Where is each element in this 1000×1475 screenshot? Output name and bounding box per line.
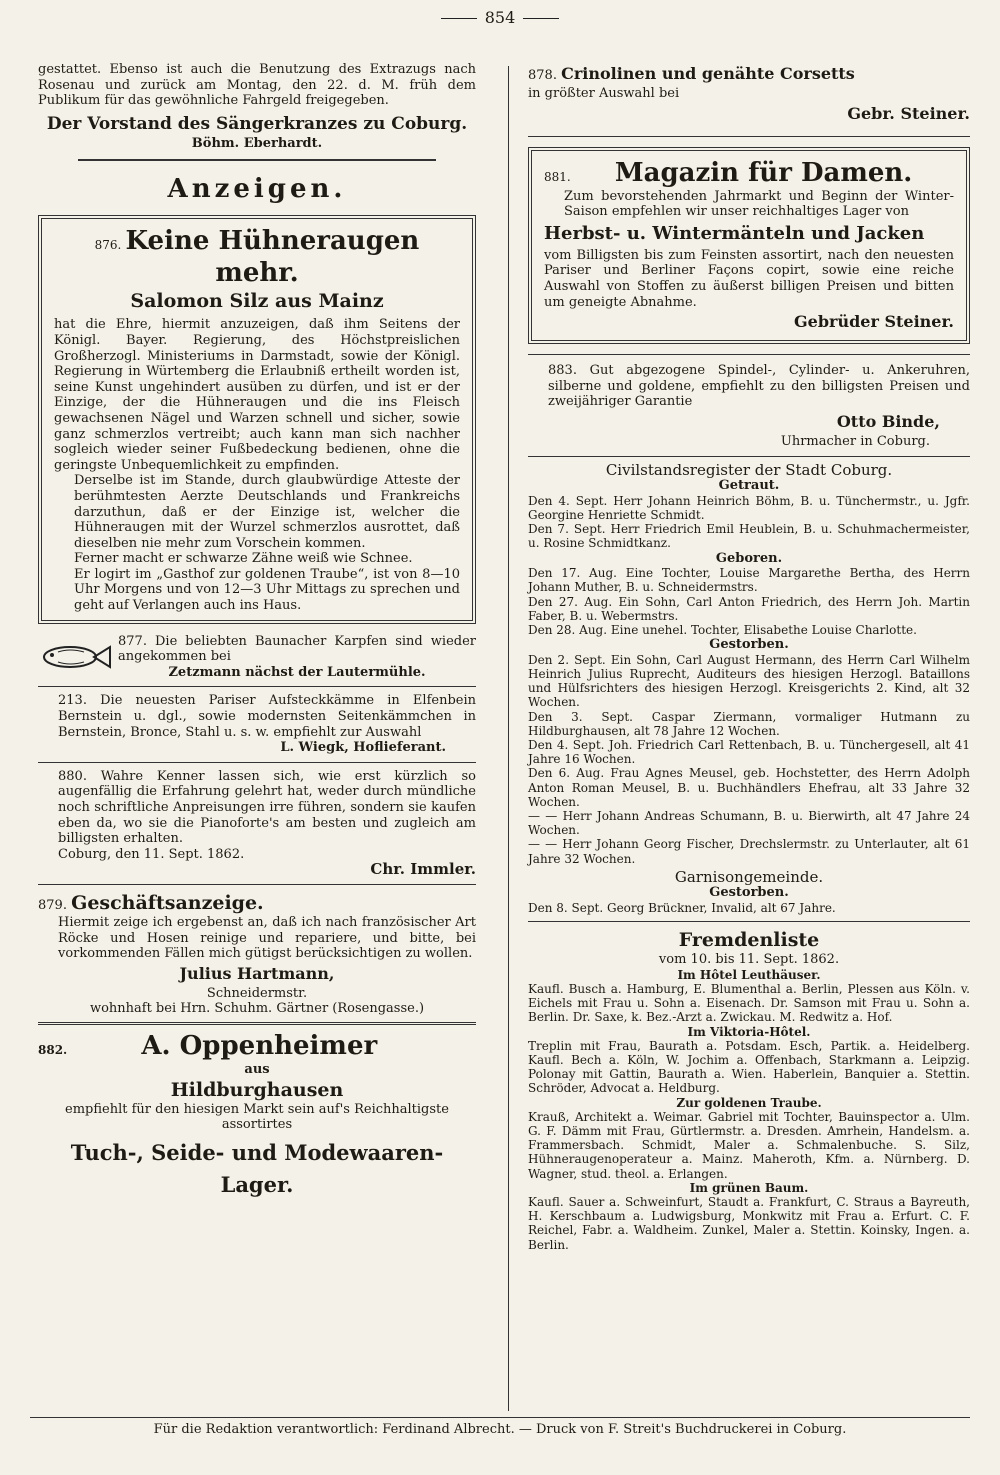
list-item: Den 6. Aug. Frau Agnes Meusel, geb. Hochstetter, des Herrn Adolph Anton Roman Meusel, B. u. Buchhändlers Ehefrau, alt 33 Jahre 32 Wochen. [528, 766, 970, 809]
ad-213-text [38, 693, 476, 740]
gestorben-list [528, 653, 970, 866]
divider [38, 884, 476, 885]
ad-880-date: Coburg, den 11. Sept. 1862. [58, 846, 245, 862]
ad-883-signature: Otto Binde, [836, 411, 940, 431]
intro-text: gestattet. Ebenso ist auch die Benutzung des Extrazugs nach Rosenau und zurück am Montag, den 22. d. M. früh dem Publikum für das gewöhnliche Fahrgeld freigegeben. [38, 62, 476, 109]
page-footer [0, 1422, 1000, 1438]
list-item: Den 3. Sept. Caspar Ziermann, vormaliger Hutmann zu Hildburghausen, alt 78 Jahre 12 Wochen. [528, 709, 970, 738]
ad-877 [38, 634, 476, 681]
ad-876-paragraph-4: Er logirt im „Gasthof zur goldenen Traube“, ist von 8—10 Uhr Morgens und von 12—3 Uhr Mittags zu sprechen und geht auf Verlangen auch ins Haus. [74, 566, 460, 614]
divider [528, 354, 970, 355]
hotel-guests: Kaufl. Busch a. Hamburg, E. Blumenthal a. Berlin, Plessen aus Köln. v. Eichels mit Frau u. Sohn a. Eisenach. Dr. Samson mit Frau u. Sohn a. Berlin. Dr. Saxe, k. Bez.-Arzt a. Zwickau. M. Redwitz a. Hof. [528, 981, 970, 1025]
ad-877-text [118, 634, 476, 665]
ad-876-heading [54, 225, 460, 289]
guest-list-dates: vom 10. bis 11. Sept. 1862. [658, 952, 840, 968]
ad-882-town: Hildburghausen [170, 1078, 344, 1101]
ad-878-heading [528, 62, 970, 86]
ad-881-mid: Herbst- u. Wintermänteln und Jacken [544, 222, 925, 244]
ad-878-title: Crinolinen und genähte Corsetts [561, 64, 855, 83]
ad-876-paragraph-2: Derselbe ist im Stande, durch glaubwürdige Atteste der berühmtesten Aerzte Deutschlands und Frankreichs darzuthun, daß er der Einzige ist, welcher die Hühneraugen mit der Wurzel schmerzlos ausrottet, daß dieselben nie mehr zum Vorschein kommen. [74, 473, 460, 551]
list-item: Den 17. Aug. Eine Tochter, Louise Margarethe Bertha, des Herrn Johann Muther, B. u. Schneidermstrs. [528, 566, 970, 595]
list-item: — — Herr Johann Andreas Schumann, B. u. Bierwirth, alt 47 Jahre 24 Wochen. [528, 808, 970, 838]
hotel-guests: Kaufl. Sauer a. Schweinfurt, Staudt a. Frankfurt, C. Straus a Bayreuth, H. Kerschbaum a. Ludwigsburg, Monkwitz mit Frau a. Erfurt. C. F. Reichel, Fabr. a. Waldheim. Zunkel, Maler a. Stettin. Koinsky, Ingen. a. Berlin. [528, 1195, 970, 1252]
divider [38, 762, 476, 763]
hotel-guests: Krauß, Architekt a. Weimar. Gabriel mit Tochter, Bauinspector a. Ulm. G. F. Dämm mit Frau, Gürtlermstr. a. Dresden. Amrhein, Handelsm. a. Frammersbach. Schmidt, Maler a. Schmalenbuche. S. Silz, Hühneraugenoperateur a. Mainz. Maheroth, Kfm. a. Nürnberg. D. Wagner, stud. theol. a. Erlangen. [528, 1109, 970, 1181]
ad-882-text: empfiehlt für den hiesigen Markt sein auf's Reichhaltigste assortirtes [65, 1101, 449, 1133]
heading-gestorben: Gestorben. [709, 637, 789, 653]
ad-number: 880. [58, 768, 87, 784]
divider [528, 456, 970, 457]
ad-876 [38, 215, 476, 623]
ad-882-heading [38, 1030, 476, 1062]
getraut-list [528, 494, 970, 551]
ad-213-body: Die neuesten Pariser Aufsteckkämme in Elfenbein Bernstein u. dgl., sowie modernsten Seitenkämmchen in Bernstein, Bronce, Stahl u. s. w. empfiehlt zur Auswahl [58, 693, 476, 740]
page-number: 854 [484, 8, 516, 27]
ad-882-title: A. Oppenheimer [141, 1030, 378, 1061]
ad-881-title: Magazin für Damen. [614, 157, 913, 188]
ad-number: 876. [94, 238, 122, 253]
ad-881-signature: Gebrüder Steiner. [793, 312, 954, 332]
footer-rule [30, 1417, 970, 1418]
heading-gestorben-2: Gestorben. [709, 885, 789, 901]
ad-880-body: Wahre Kenner lassen sich, wie erst kürzlich so augenfällig die Erfahrung gelehrt hat, weder durch mündliche noch schriftliche Anpreisungen irre führen, sondern sie kaufen eben da, wo sie die Pianoforte's am besten und zugleich am billigsten erhalten. [58, 768, 476, 847]
ad-number: 883. [548, 363, 577, 379]
hotel-guests: Treplin mit Frau, Baurath a. Potsdam. Esch, Partik. a. Heidelberg. Kaufl. Bech a. Köln, W. Jochim a. Offenbach, Starkmann a. Leipzig. Polonay mit Gattin, Baurath a. Wien. Haberlein, Banquier a. Stettin. Schröder, Advocat a. Heldburg. [528, 1038, 970, 1096]
ad-879-title-line: Schneidermstr. [206, 985, 308, 1001]
heading-getraut: Getraut. [718, 478, 780, 494]
fish-icon [38, 642, 112, 672]
header-dash-right [523, 18, 559, 19]
ad-number: 879. [38, 897, 67, 913]
list-item: Den 8. Sept. Georg Brückner, Invalid, alt 67 Jahre. [528, 900, 836, 915]
ad-881-heading [544, 157, 954, 189]
intro-signature: Der Vorstand des Sängerkranzes zu Coburg. [46, 113, 468, 134]
ad-879-heading [38, 891, 476, 915]
list-item: Den 4. Sept. Herr Johann Heinrich Böhm, B. u. Tünchermstr., u. Jgfr. Georgine Henriette Schmidt. [528, 493, 970, 522]
ad-number: 213. [58, 693, 87, 709]
divider [528, 921, 970, 922]
list-item: Den 4. Sept. Joh. Friedrich Carl Rettenbach, B. u. Tünchergesell, alt 41 Jahre 16 Wochen. [528, 737, 970, 767]
list-item: Den 28. Aug. Eine unehel. Tochter, Elisabethe Louise Charlotte. [528, 622, 917, 637]
ad-878-signature: Gebr. Steiner. [847, 103, 970, 123]
ad-213-signature: L. Wiegk, Hoflieferant. [280, 740, 446, 756]
ad-879-text: Hiermit zeige ich ergebenst an, daß ich nach französischer Art Röcke und Hosen reinige und repariere, und bitte, bei vorkommenden Fällen mich gütigst berücksichtigen zu wollen. [58, 914, 476, 962]
ad-883-text [528, 363, 970, 410]
ad-881-paragraph-1: Zum bevorstehenden Jahrmarkt und Beginn der Winter-Saison empfehlen wir unser reichhaltiges Lager von [564, 188, 954, 220]
ad-number: 877. [118, 633, 147, 649]
ad-880-text [38, 769, 476, 847]
ad-877-body: Die beliebten Baunacher Karpfen sind wieder angekommen bei [118, 633, 476, 665]
hotel-heading: Im Hôtel Leuthäuser. [677, 967, 821, 982]
ad-883-body: Gut abgezogene Spindel-, Cylinder- u. Ankeruhren, silberne und goldene, empfiehlt zu den billigsten Preisen und zweijähriger Garantie [548, 363, 970, 410]
ad-879-address: wohnhaft bei Hrn. Schuhm. Gärtner (Rosengasse.) [89, 1001, 425, 1017]
hotel-heading: Im Viktoria-Hôtel. [687, 1024, 811, 1039]
ad-879-title: Geschäftsanzeige. [71, 891, 264, 914]
list-item: Den 2. Sept. Ein Sohn, Carl August Hermann, des Herrn Carl Wilhelm Heinrich Julius Ruprecht, Auditeurs des hiesigen Herzogl. Bataillons und Hülfsrichters des hiesigen Herzogl. Kreisgerichts 2. Kind, alt 32 Wochen. [528, 652, 970, 710]
ad-number: 882. [38, 1042, 68, 1057]
ad-876-paragraph-1: hat die Ehre, hiermit anzuzeigen, daß ihm Seitens der Königl. Bayer. Regierung, des Höchstpreislichen Großherzogl. Ministeriums in Darmstadt, sowie der Königl. Regierung in Würtemberg die Erlaubniß ertheilt worden ist, seine Kunst ungehindert ausüben zu dürfen, und ist er der Einzige, der die Hühneraugen und die ins Fleisch gewachsenen Nägel und Warzen schnell und sicher, sowie ganz schmerzlos vertreibt; auch kann man sich nachher sogleich wieder seiner Fußbedeckung bedienen, ohne die geringste Unbequemlichkeit zu empfinden. [54, 317, 460, 473]
ad-879-signature: Julius Hartmann, [179, 963, 335, 983]
divider [78, 159, 436, 161]
right-column [528, 62, 970, 1252]
list-item: — — Herr Johann Georg Fischer, Drechslermstr. zu Unterlauter, alt 61 Jahre 32 Wochen. [528, 837, 970, 866]
ad-877-signature: Zetzmann nächst der Lautermühle. [168, 664, 426, 680]
ad-number: 878. [528, 68, 557, 83]
page-number-header [0, 10, 1000, 26]
geboren-list [528, 566, 970, 637]
list-item: Den 27. Aug. Ein Sohn, Carl Anton Friedrich, des Herrn Joh. Martin Faber, B. u. Webermstrs. [528, 594, 970, 623]
hotel-heading: Zur goldenen Traube. [676, 1095, 822, 1110]
ad-881-paragraph-2: vom Billigsten bis zum Feinsten assortirt, nach den neuesten Pariser und Berliner Façons copirt, sowie eine reiche Auswahl von Stoffen zu äußerst billigen Preisen und bitten um geneigte Abnahme. [544, 247, 954, 310]
ad-876-name: Salomon Silz aus Mainz [130, 290, 384, 313]
ad-876-paragraph-3: Ferner macht er schwarze Zähne weiß wie Schnee. [74, 551, 413, 567]
ad-878-text: in größter Auswahl bei [528, 86, 680, 101]
divider [38, 686, 476, 687]
header-dash-left [441, 18, 477, 19]
ad-882-goods: Tuch-, Seide- und Modewaaren-Lager. [70, 1139, 444, 1197]
list-item: Den 7. Sept. Herr Friedrich Emil Heublein, B. u. Schuhmachermeister, u. Rosine Schmidtkanz. [528, 522, 970, 551]
ad-881 [528, 147, 970, 345]
left-column [38, 62, 476, 1201]
heading-geboren: Geboren. [715, 550, 783, 566]
guest-list-title: Fremdenliste [678, 929, 820, 952]
section-title: Anzeigen. [167, 174, 347, 205]
garrison-title: Garnisongemeinde. [674, 867, 824, 886]
civil-register-title: Civilstandsregister der Stadt Coburg. [605, 460, 893, 479]
divider [38, 1022, 476, 1025]
ad-880-signature: Chr. Immler. [370, 860, 476, 879]
ad-876-title: Keine Hühneraugen mehr. [125, 226, 420, 289]
intro-names: Böhm. Eberhardt. [191, 135, 323, 151]
divider [528, 136, 970, 137]
ad-number: 881. [544, 169, 571, 184]
footer-imprint: Für die Redaktion verantwortlich: Ferdinand Albrecht. — Druck von F. Streit's Buchdruckerei in Coburg. [153, 1422, 847, 1437]
column-divider [508, 66, 509, 1411]
guest-list [528, 968, 970, 1252]
hotel-heading: Im grünen Baum. [689, 1180, 809, 1195]
ad-883-title-line: Uhrmacher in Coburg. [780, 433, 930, 449]
ad-882-aus: aus [244, 1061, 270, 1077]
